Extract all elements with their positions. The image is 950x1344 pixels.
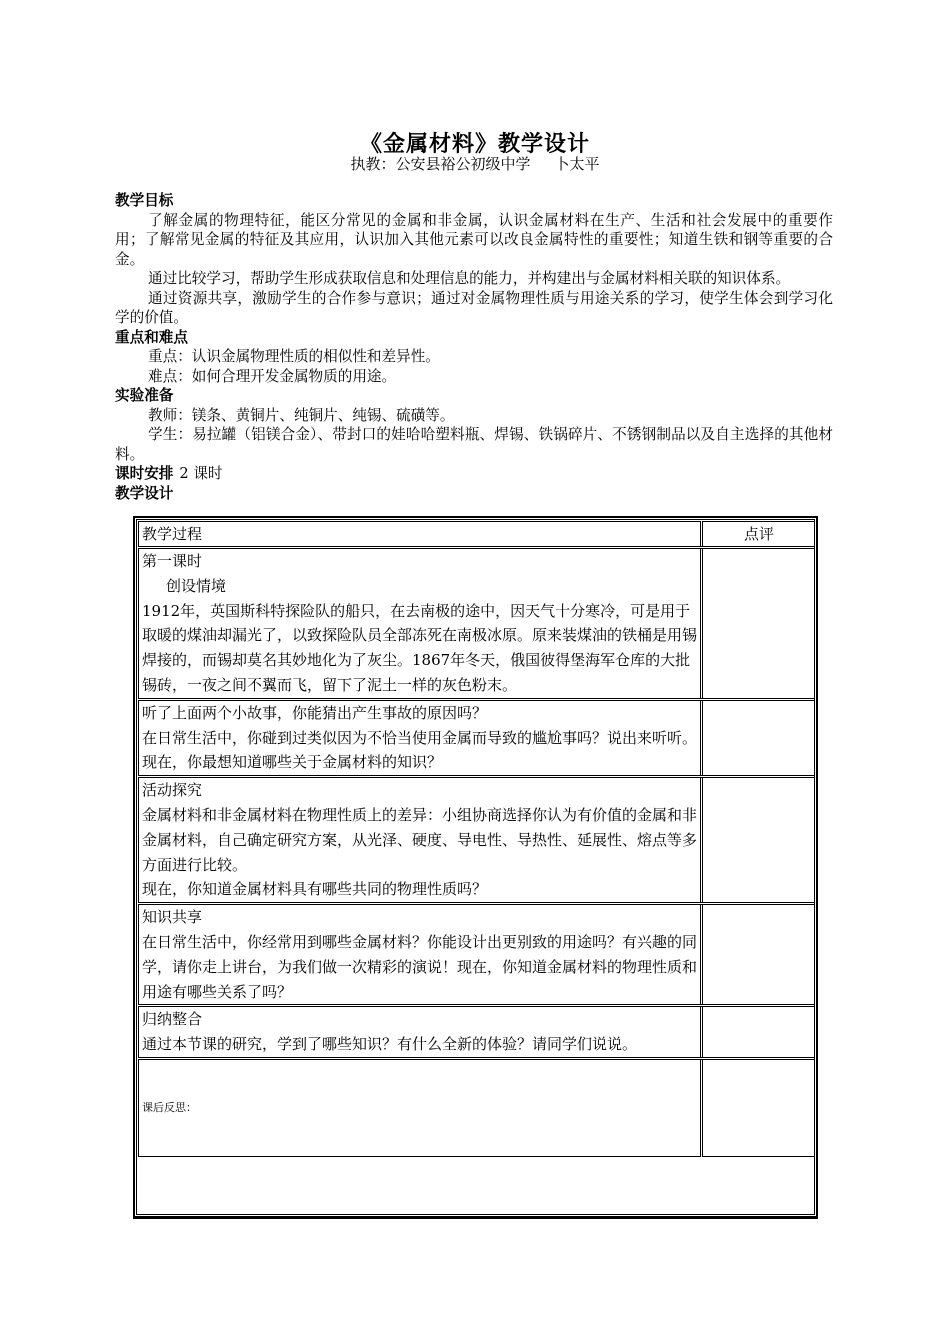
goals-paragraph-1: 了解金属的物理特征，能区分常见的金属和非金属，认识金属材料在生产、生活和社会发展中的重要作用；了解常见金属的特征及其应用，认识加入其他元素可以改良金属特性的重要性；知道生铁和钢等重要的合金。 — [115, 211, 833, 268]
process-cell — [139, 777, 702, 904]
process-line: 创设情境 — [166, 576, 227, 595]
header-comment: 点评 — [702, 522, 815, 548]
process-line: 在日常生活中，你碰到过类似因为不恰当使用金属而导致的尴尬事吗？说出来听听。 — [142, 728, 698, 747]
section-heading-goals: 教学目标 — [115, 192, 174, 209]
document-body — [115, 191, 833, 503]
prep-students: 学生：易拉罐（铝镁合金）、带封口的娃哈哈塑料瓶、焊锡、铁锅碎片、不锈钢制品以及自主选择的其他材料。 — [115, 426, 833, 463]
reflection-cell — [139, 1058, 702, 1156]
process-cell — [139, 699, 702, 776]
reflection-row — [139, 1058, 815, 1156]
reflection-label: 课后反思： — [142, 1100, 197, 1114]
table-header-row — [139, 522, 815, 548]
process-line: 通过本节课的研究，学到了哪些知识？有什么全新的体验？请同学们说说。 — [142, 1035, 638, 1054]
process-line: 金属材料和非金属材料在物理性质上的差异：小组协商选择你认为有价值的金属和非金属材料，自己确定研究方案，从光泽、硬度、导电性、导热性、延展性、熔点等多方面进行比较。 — [142, 805, 698, 874]
document-title: 《金属材料》教学设计 — [359, 131, 590, 157]
table-row — [139, 548, 815, 700]
section-heading-prep: 实验准备 — [115, 387, 174, 404]
table-row — [139, 904, 815, 1006]
goals-paragraph-2: 通过比较学习，帮助学生形成获取信息和处理信息的能力，并构建出与金属材料相关联的知识体系。 — [148, 270, 791, 287]
lesson-design-table — [133, 516, 818, 1219]
process-line: 现在，你最想知道哪些关于金属材料的知识？ — [142, 753, 443, 772]
author-school: 执教：公安县裕公初级中学 — [350, 155, 531, 173]
comment-cell — [702, 1058, 815, 1156]
key-point-focus: 重点：认识金属物理性质的相似性和差异性。 — [148, 348, 440, 365]
table-row — [139, 777, 815, 904]
schedule-line — [115, 464, 833, 484]
process-line: 1912年，英国斯科特探险队的船只，在去南极的途中，因天气十分寒冷，可是用于取暖的煤油却漏光了，以致探险队员全部冻死在南极冰原。原来装煤油的铁桶是用锡焊接的，而锡却莫名其妙地化为了灰尘。1867年冬天，俄国彼得堡海军仓库的大批锡砖，一夜之间不翼而飞，留下了泥土一样的灰色粉末。 — [142, 601, 698, 694]
section-heading-key-points: 重点和难点 — [115, 328, 188, 346]
comment-cell — [702, 548, 815, 700]
section-heading-design: 教学设计 — [115, 484, 174, 502]
comment-cell — [702, 699, 815, 776]
table-row — [139, 699, 815, 776]
table-row — [139, 1006, 815, 1059]
comment-cell — [702, 777, 815, 904]
header-process: 教学过程 — [139, 522, 702, 548]
section-heading-schedule: 课时安排 — [115, 465, 174, 482]
process-line: 知识共享 — [142, 908, 203, 927]
process-line: 现在，你知道金属材料具有哪些共同的物理性质吗？ — [142, 880, 488, 899]
process-cell — [139, 548, 702, 700]
author-line — [0, 153, 950, 174]
process-line: 在日常生活中，你经常用到哪些金属材料？你能设计出更别致的用途吗？有兴趣的同学，请你走上讲台，为我们做一次精彩的演说！现在，你知道金属材料的物理性质和用途有哪些关系了吗？ — [142, 932, 698, 1001]
process-line: 听了上面两个小故事，你能猜出产生事故的原因吗？ — [142, 703, 488, 722]
process-cell — [139, 904, 702, 1006]
comment-cell — [702, 1006, 815, 1059]
goals-paragraph-3: 通过资源共享，激励学生的合作参与意识；通过对金属物理性质与用途关系的学习，使学生体会到学习化学的价值。 — [115, 289, 833, 326]
process-cell — [139, 1006, 702, 1059]
schedule-value: 2 课时 — [179, 465, 223, 482]
process-line: 第一课时 — [142, 552, 203, 570]
comment-cell — [702, 904, 815, 1006]
process-line: 归纳整合 — [142, 1010, 203, 1029]
process-line: 活动探究 — [142, 781, 203, 800]
author-name: 卜太平 — [554, 155, 600, 173]
key-point-difficulty: 难点：如何合理开发金属物质的用途。 — [148, 367, 397, 385]
prep-teacher: 教师：镁条、黄铜片、纯铜片、纯锡、硫磺等。 — [148, 406, 455, 424]
